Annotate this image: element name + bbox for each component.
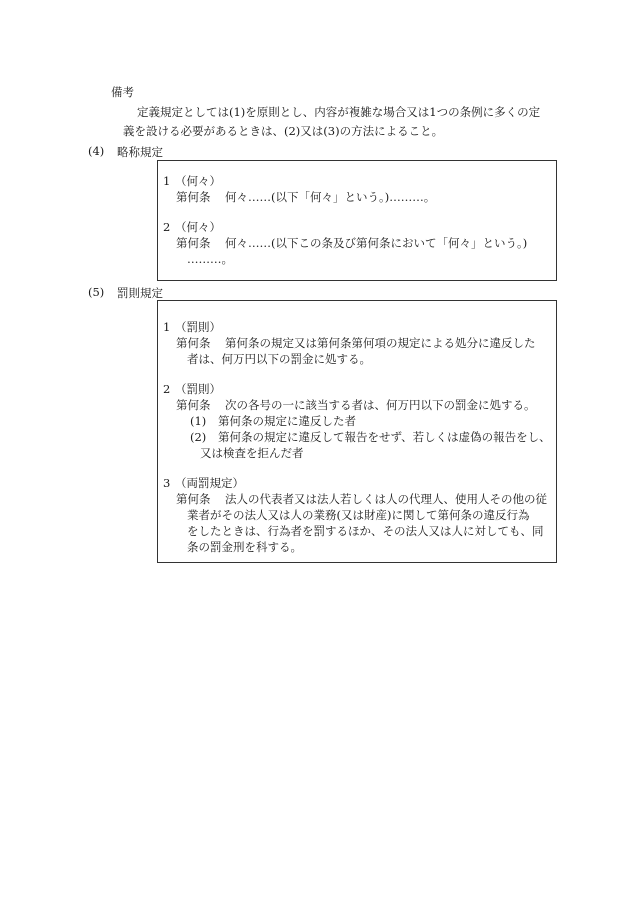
article-text-line: 第何条の規定又は第何条第何項の規定による処分に違反した (225, 336, 536, 350)
article-label: 第何条 (176, 190, 211, 204)
article-text-line: 何々……(以下この条及び第何条において「何々」という。) (225, 236, 528, 250)
item-number: 1 (163, 320, 171, 334)
article-label: 第何条 (176, 398, 211, 412)
item-number: 1 (163, 174, 171, 188)
item-caption: （罰則） (175, 382, 221, 396)
subitem-text-line: 又は検査を拒んだ者 (200, 446, 304, 460)
item-caption: （罰則） (175, 320, 221, 334)
subitem-text-line: 第何条の規定に違反した者 (218, 414, 356, 428)
item-number: 2 (163, 382, 171, 396)
article-text-line: 業者がその法人又は人の業務(又は財産)に関して第何条の違反行為 (187, 508, 530, 522)
article-label: 第何条 (176, 236, 211, 250)
item-caption: （両罰規定） (175, 476, 244, 490)
subitem-number: (1) (190, 414, 207, 428)
article-label: 第何条 (176, 336, 211, 350)
subitem-number: (2) (190, 430, 207, 444)
item-caption: （何々） (175, 174, 221, 188)
section-5-number: (5) (88, 285, 105, 299)
section-4-title: 略称規定 (117, 145, 163, 159)
article-text-line: ………。 (187, 252, 233, 266)
article-text-line: 次の各号の一に該当する者は、何万円以下の罰金に処する。 (225, 398, 536, 412)
subitem-text-line: 第何条の規定に違反して報告をせず、若しくは虚偽の報告をし、 (218, 430, 551, 444)
article-text-line: 何々……(以下「何々」という。)………。 (225, 190, 436, 204)
note-line-1: 定義規定としては(1)を原則とし、内容が複雑な場合又は1つの条例に多くの定 (137, 105, 541, 119)
note-line-2: 義を設ける必要があるときは、(2)又は(3)の方法によること。 (123, 124, 444, 138)
item-number: 2 (163, 220, 171, 234)
section-5-title: 罰則規定 (117, 286, 163, 300)
section-4-number: (4) (88, 144, 105, 158)
article-text-line: 条の罰金刑を科する。 (187, 540, 302, 554)
item-number: 3 (163, 476, 171, 490)
article-text-line: 者は、何万円以下の罰金に処する。 (187, 352, 371, 366)
article-label: 第何条 (176, 492, 211, 506)
section-4-box (157, 160, 557, 281)
section-5-box (157, 300, 557, 563)
note-heading: 備考 (111, 85, 134, 99)
article-text-line: をしたときは、行為者を罰するほか、その法人又は人に対しても、同 (187, 524, 544, 538)
article-text-line: 法人の代表者又は法人若しくは人の代理人、使用人その他の従 (225, 492, 547, 506)
item-caption: （何々） (175, 220, 221, 234)
